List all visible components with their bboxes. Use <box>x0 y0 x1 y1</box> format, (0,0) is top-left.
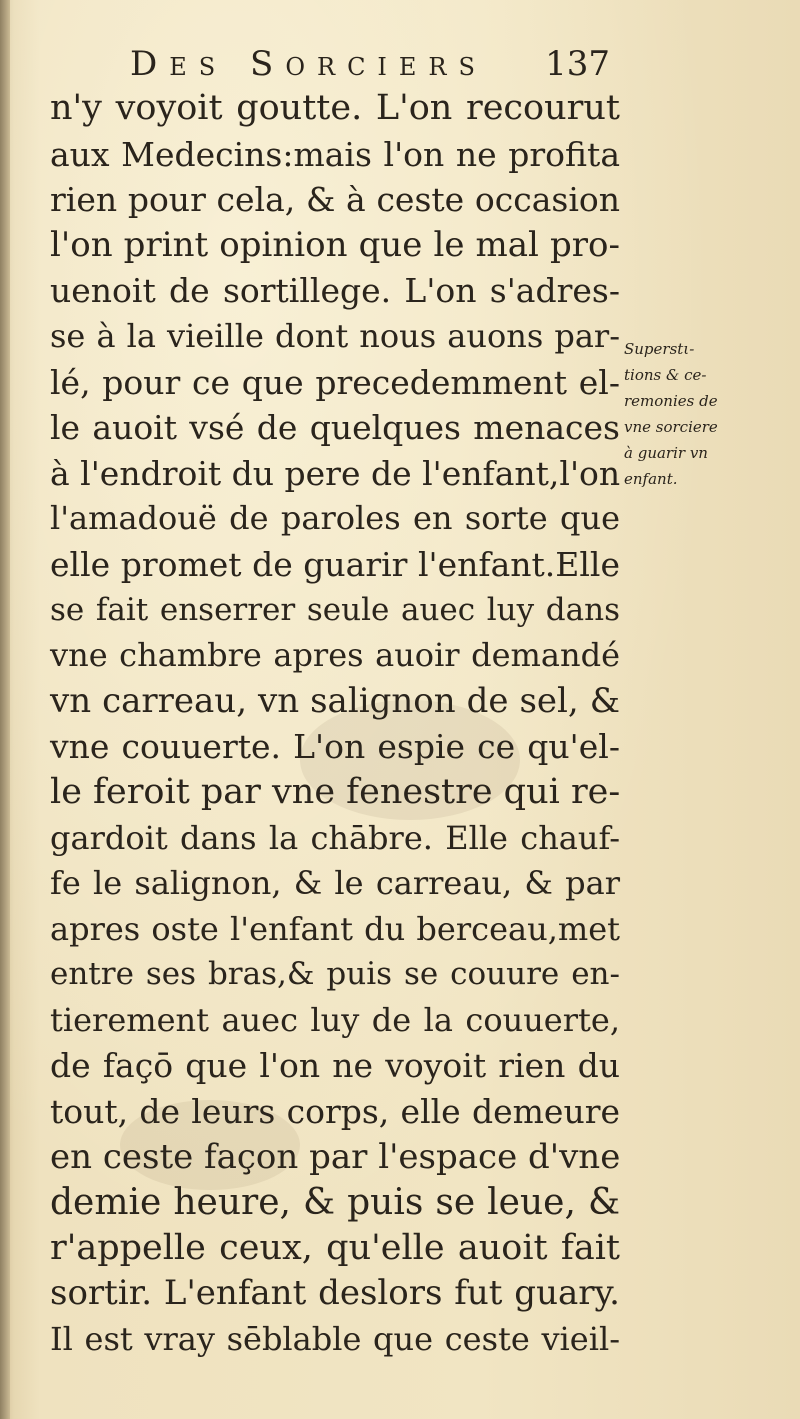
text-line: se à la vieille dont nous auons par- <box>50 316 620 355</box>
marginal-note-line: enfant. <box>624 470 678 488</box>
text-line: fe le salignon, & le carreau, & par <box>50 864 620 903</box>
text-line: l'on print opinion que le mal pro- <box>50 224 620 265</box>
text-line: r'appelle ceux, qu'elle auoit fait <box>50 1227 620 1268</box>
text-line: uenoit de sortillege. L'on s'adres- <box>50 271 620 311</box>
page-gutter <box>0 0 10 1419</box>
text-line: le auoit vsé de quelques menaces <box>50 408 620 448</box>
text-line: rien pour cela, & à ceste occasion <box>50 180 620 220</box>
text-line: elle promet de guarir l'enfant.Elle <box>50 544 620 584</box>
text-line: Il est vray sēblable que ceste vieil- <box>50 1320 620 1359</box>
marginal-note-line: tions & ce- <box>624 366 707 384</box>
text-line: en ceste façon par l'espace d'vne <box>50 1136 621 1177</box>
text-line: vne chambre apres auoir demandé <box>50 636 620 675</box>
marginal-note-line: vne sorciere <box>624 418 718 436</box>
text-line: gardoit dans la chābre. Elle chauf- <box>50 818 620 857</box>
marginal-note <box>624 336 774 492</box>
text-line: entre ses bras,& puis se couure en- <box>50 956 620 993</box>
main-text-block <box>50 86 620 1363</box>
text-line: l'amadouë de paroles en sorte que <box>50 499 620 538</box>
text-line: tout, de leurs corps, elle demeure <box>50 1092 620 1132</box>
text-line: se fait enserrer seule auec luy dans <box>50 591 620 628</box>
text-line: vn carreau, vn salignon de sel, & <box>50 680 620 721</box>
text-line: lé, pour ce que precedemment el- <box>50 362 620 402</box>
text-line: vne couuerte. L'on espie ce qu'el- <box>50 727 620 767</box>
text-line: sortir. L'enfant deslors fut guary. <box>50 1273 620 1314</box>
marginal-note-line: à guarir vn <box>624 444 708 462</box>
text-line: le feroit par vne fenestre qui re- <box>50 771 621 812</box>
text-line: de façō que l'on ne voyoit rien du <box>50 1046 620 1086</box>
text-line: à l'endroit du pere de l'enfant,l'on <box>50 453 621 493</box>
text-line: n'y voyoit goutte. L'on recourut <box>50 88 620 128</box>
text-line: aux Medecins:mais l'on ne profita <box>50 134 620 174</box>
marginal-note-line: Superstι- <box>624 340 695 358</box>
running-title: Des Sorciers <box>130 44 487 84</box>
text-line: tierement auec luy de la couuerte, <box>50 1000 620 1039</box>
marginal-note-line: remonies de <box>624 392 718 410</box>
text-line: apres oste l'enfant du berceau,met <box>50 909 620 948</box>
page-number: 137 <box>545 44 610 84</box>
text-line: demie heure, & puis se leue, & <box>50 1182 620 1224</box>
